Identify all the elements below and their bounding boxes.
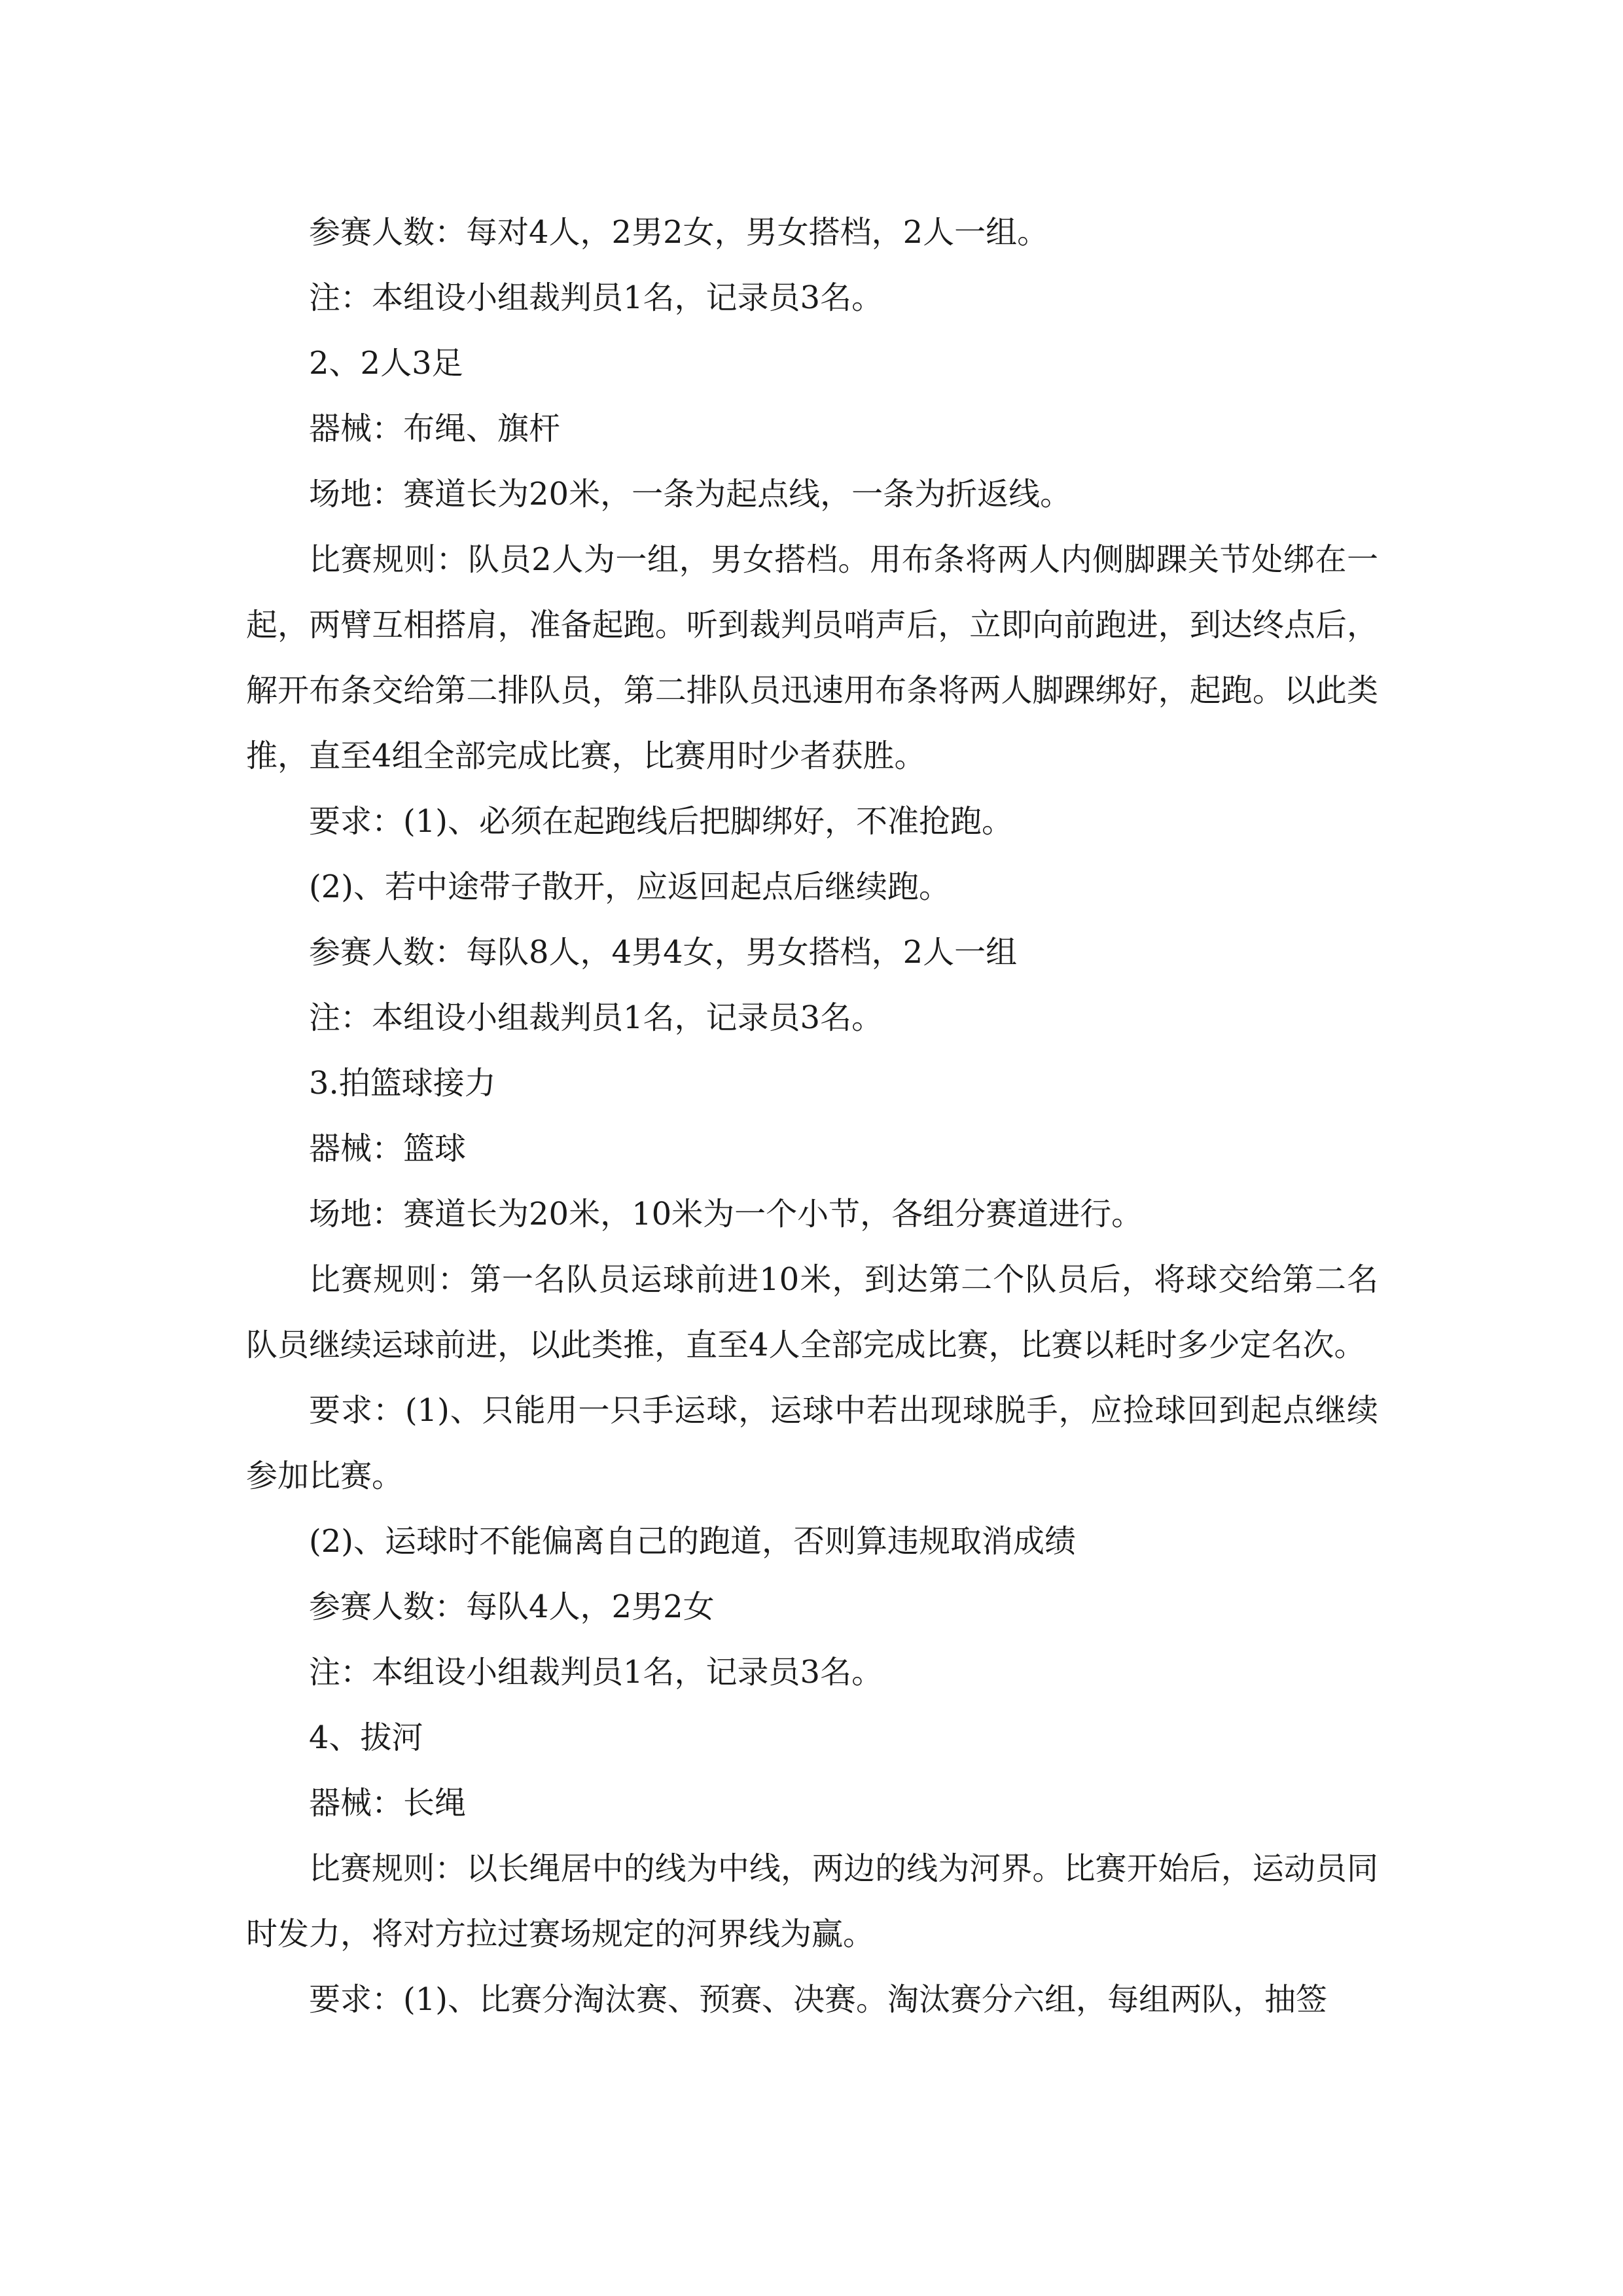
paragraph-rules-4: 比赛规则：以长绳居中的线为中线，两边的线为河界。比赛开始后，运动员同时发力，将对方拉过赛场规定的河界线为赢。 [246,1850,1378,1952]
paragraph-participants-3: 参赛人数：每队4人，2男2女 [309,1588,715,1625]
paragraph-requirement-3-1: 要求：(1)、只能用一只手运球，运球中若出现球脱手，应捡球回到起点继续参加比赛。 [246,1392,1378,1494]
paragraph-rules-3: 比赛规则：第一名队员运球前进10米，到达第二个队员后，将球交给第二名队员继续运球前进，以此类推，直至4人全部完成比赛，比赛以耗时多少定名次。 [246,1261,1378,1363]
paragraph-equipment-3: 器械：篮球 [309,1130,467,1167]
paragraph-equipment-2: 器械：布绳、旗杆 [309,410,561,447]
paragraph-requirement-2-1: 要求：(1)、必须在起跑线后把脚绑好，不准抢跑。 [309,803,1013,840]
heading-basketball-relay: 3.拍篮球接力 [309,1065,496,1102]
paragraph-note-3: 注：本组设小组裁判员1名，记录员3名。 [309,1654,883,1691]
paragraph-participants-2: 参赛人数：每队8人，4男4女，男女搭档，2人一组 [309,934,1018,971]
heading-tug-of-war: 4、拔河 [309,1719,423,1756]
paragraph-note-1: 注：本组设小组裁判员1名，记录员3名。 [309,279,883,316]
paragraph-note-2: 注：本组设小组裁判员1名，记录员3名。 [309,999,883,1036]
paragraph-rules-2: 比赛规则：队员2人为一组，男女搭档。用布条将两人内侧脚踝关节处绑在一起，两臂互相搭肩，准备起跑。听到裁判员哨声后，立即向前跑进，到达终点后，解开布条交给第二排队员，第二排队员迅速用布条将两人脚踝绑好，起跑。以此类推，直至4组全部完成比赛，比赛用时少者获胜。 [246,541,1378,774]
paragraph-equipment-4: 器械：长绳 [309,1785,467,1821]
paragraph-venue-2: 场地：赛道长为20米，一条为起点线，一条为折返线。 [309,476,1072,512]
paragraph-venue-3: 场地：赛道长为20米，10米为一个小节，各组分赛道进行。 [309,1196,1143,1232]
paragraph-participants-1: 参赛人数：每对4人，2男2女，男女搭档，2人一组。 [309,214,1049,251]
document-body [246,200,1378,2032]
paragraph-requirement-3-2: (2)、运球时不能偏离自己的跑道，否则算违规取消成绩 [309,1523,1076,1560]
paragraph-requirement-4-1: 要求：(1)、比赛分淘汰赛、预赛、决赛。淘汰赛分六组，每组两队，抽签 [309,1981,1327,2018]
paragraph-requirement-2-2: (2)、若中途带子散开，应返回起点后继续跑。 [309,869,950,905]
heading-three-legged-race: 2、2人3足 [309,345,463,382]
